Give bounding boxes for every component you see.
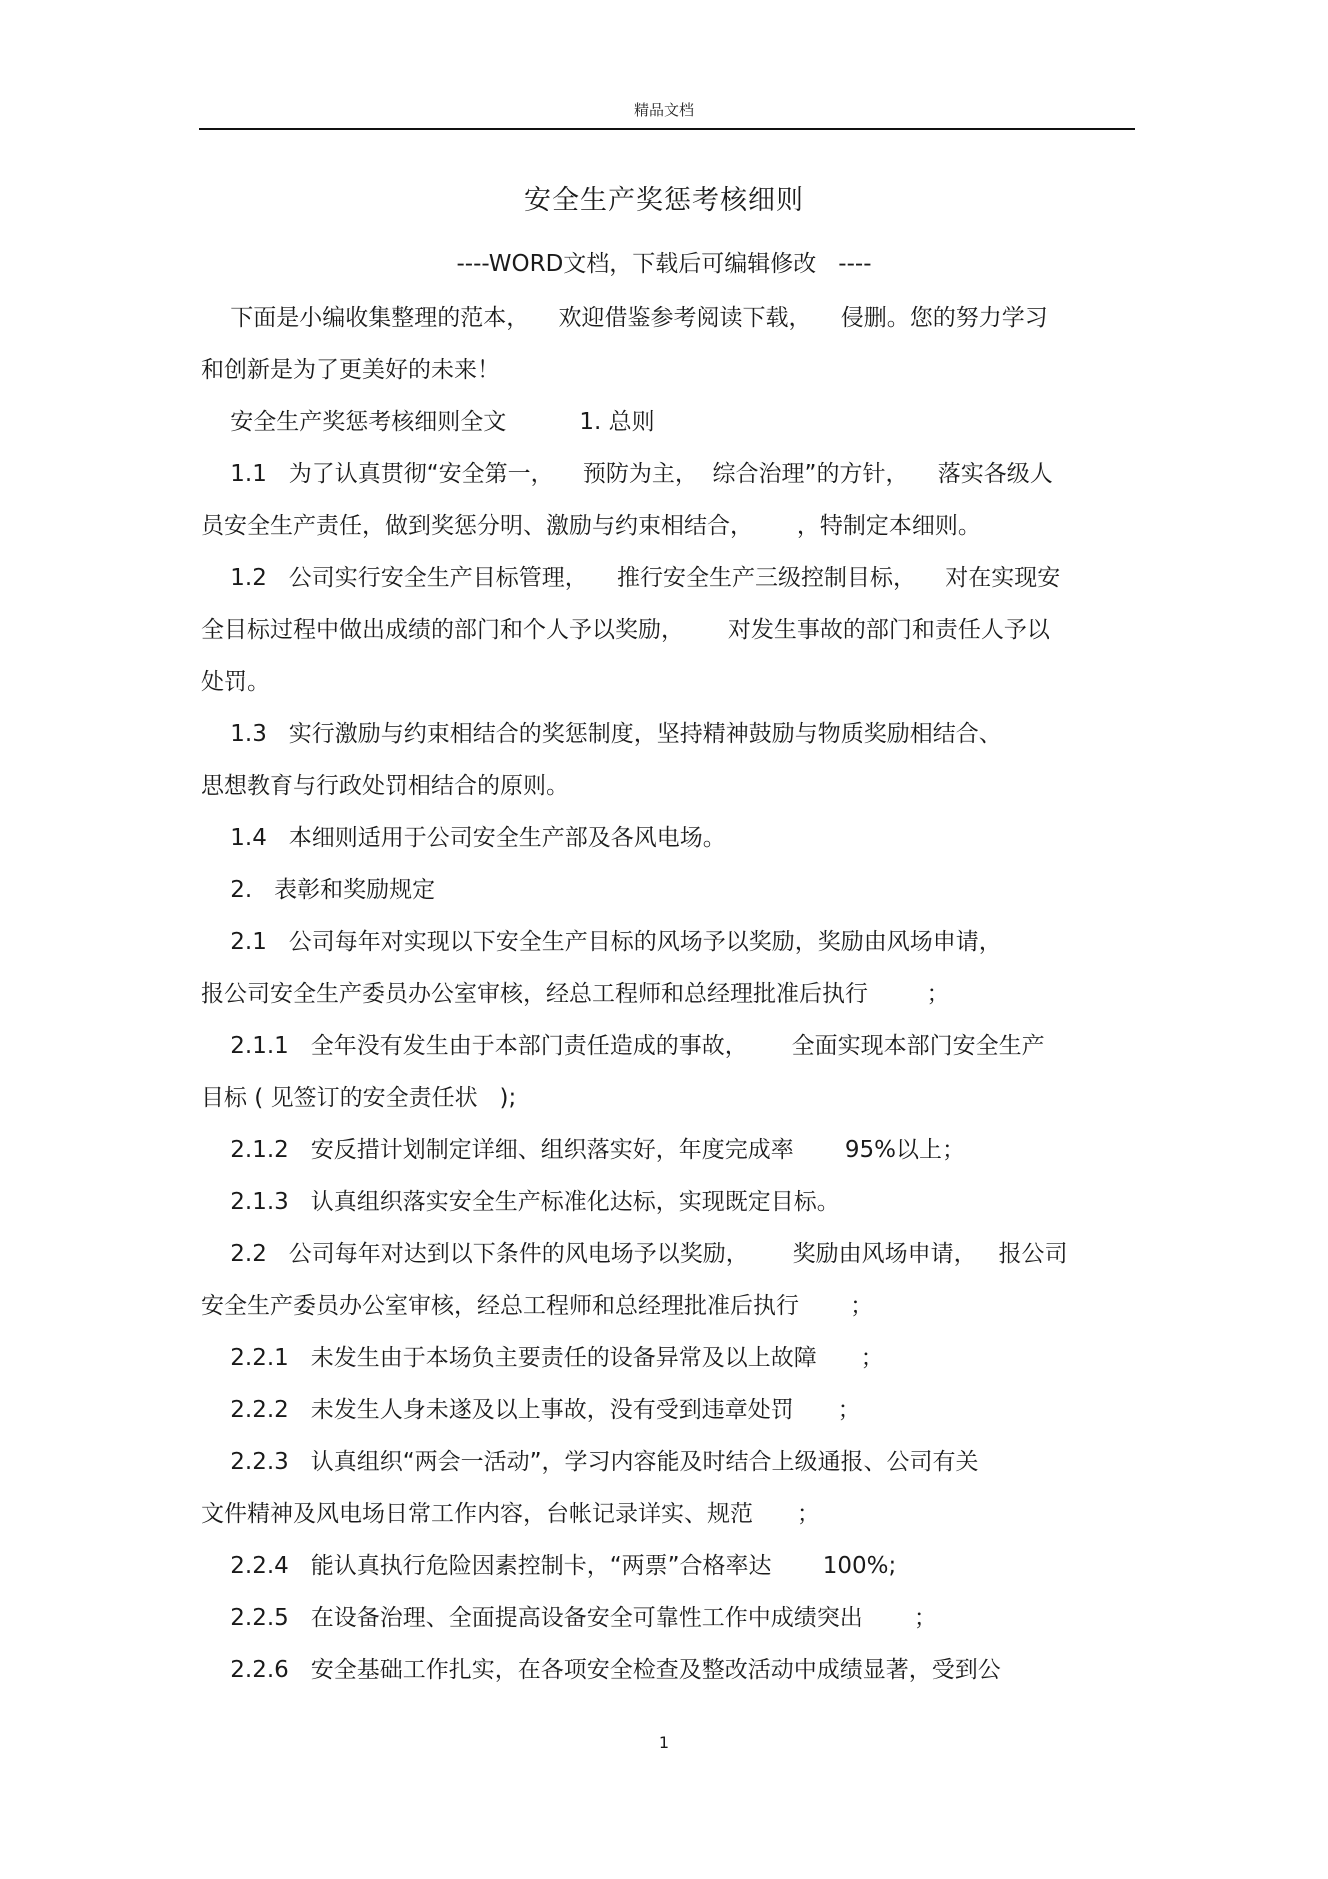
body-line: 文件精神及风电场日常工作内容，台帐记录详实、规范 ； — [201, 1501, 820, 1527]
body-line: 下面是小编收集整理的范本， 欢迎借鉴参考阅读下载， 侵删。您的努力学习 — [201, 305, 1048, 331]
body-line: 2. 表彰和奖励规定 — [201, 877, 436, 903]
body-line: 2.2.1 未发生由于本场负主要责任的设备异常及以上故障 ； — [201, 1345, 884, 1371]
body-line: 和创新是为了更美好的未来！ — [201, 357, 500, 383]
body-line: 思想教育与行政处罚相结合的原则。 — [201, 773, 569, 799]
body-line: 安全生产委员办公室审核，经总工程师和总经理批准后执行 ； — [201, 1293, 874, 1319]
body-line: 2.2.5 在设备治理、全面提高设备安全可靠性工作中成绩突出 ； — [201, 1605, 937, 1631]
body-line: 2.2.3 认真组织“两会一活动”，学习内容能及时结合上级通报、公司有关 — [201, 1449, 979, 1475]
body-line: 2.1.3 认真组织落实安全生产标准化达标，实现既定目标。 — [201, 1189, 840, 1215]
page-number: 1 — [658, 1733, 670, 1752]
body-line: 全目标过程中做出成绩的部门和个人予以奖励， 对发生事故的部门和责任人予以 — [201, 617, 1050, 643]
body-line: 目标 ( 见签订的安全责任状 ); — [201, 1085, 517, 1111]
body-line: 2.1 公司每年对实现以下安全生产目标的风场予以奖励，奖励由风场申请， — [201, 929, 1002, 955]
document-title: 安全生产奖惩考核细则 — [524, 185, 804, 216]
page-header: 精品文档 — [633, 101, 694, 119]
subtitle-text: ----WORD文档，下载后可编辑修改 — [456, 251, 817, 277]
body-line: 处罚。 — [201, 669, 270, 695]
subtitle-tail: ---- — [838, 251, 872, 277]
document-subtitle — [0, 245, 1328, 278]
body-line: 2.2.4 能认真执行危险因素控制卡，“两票”合格率达 100%; — [201, 1553, 897, 1579]
body-line: 员安全生产责任，做到奖惩分明、激励与约束相结合， ，特制定本细则。 — [201, 513, 981, 539]
body-line: 1.4 本细则适用于公司安全生产部及各风电场。 — [201, 825, 726, 851]
body-line: 2.2 公司每年对达到以下条件的风电场予以奖励， 奖励由风场申请， 报公司 — [201, 1241, 1068, 1267]
header-divider — [199, 128, 1135, 130]
body-line: 1.2 公司实行安全生产目标管理， 推行安全生产三级控制目标， 对在实现安 — [201, 565, 1061, 591]
body-line: 2.1.1 全年没有发生由于本部门责任造成的事故， 全面实现本部门安全生产 — [201, 1033, 1045, 1059]
body-line: 安全生产奖惩考核细则全文 1. 总则 — [201, 409, 655, 435]
body-line: 1.1 为了认真贯彻“安全第一， 预防为主， 综合治理”的方针， 落实各级人 — [201, 461, 1053, 487]
body-line: 2.2.2 未发生人身未遂及以上事故，没有受到违章处罚 ； — [201, 1397, 861, 1423]
body-line: 2.2.6 安全基础工作扎实，在各项安全检查及整改活动中成绩显著，受到公 — [201, 1657, 1001, 1683]
body-line: 报公司安全生产委员办公室审核，经总工程师和总经理批准后执行 ； — [201, 981, 950, 1007]
body-line: 2.1.2 安反措计划制定详细、组织落实好，年度完成率 95%以上； — [201, 1137, 965, 1163]
body-line: 1.3 实行激励与约束相结合的奖惩制度，坚持精神鼓励与物质奖励相结合、 — [201, 721, 1002, 747]
